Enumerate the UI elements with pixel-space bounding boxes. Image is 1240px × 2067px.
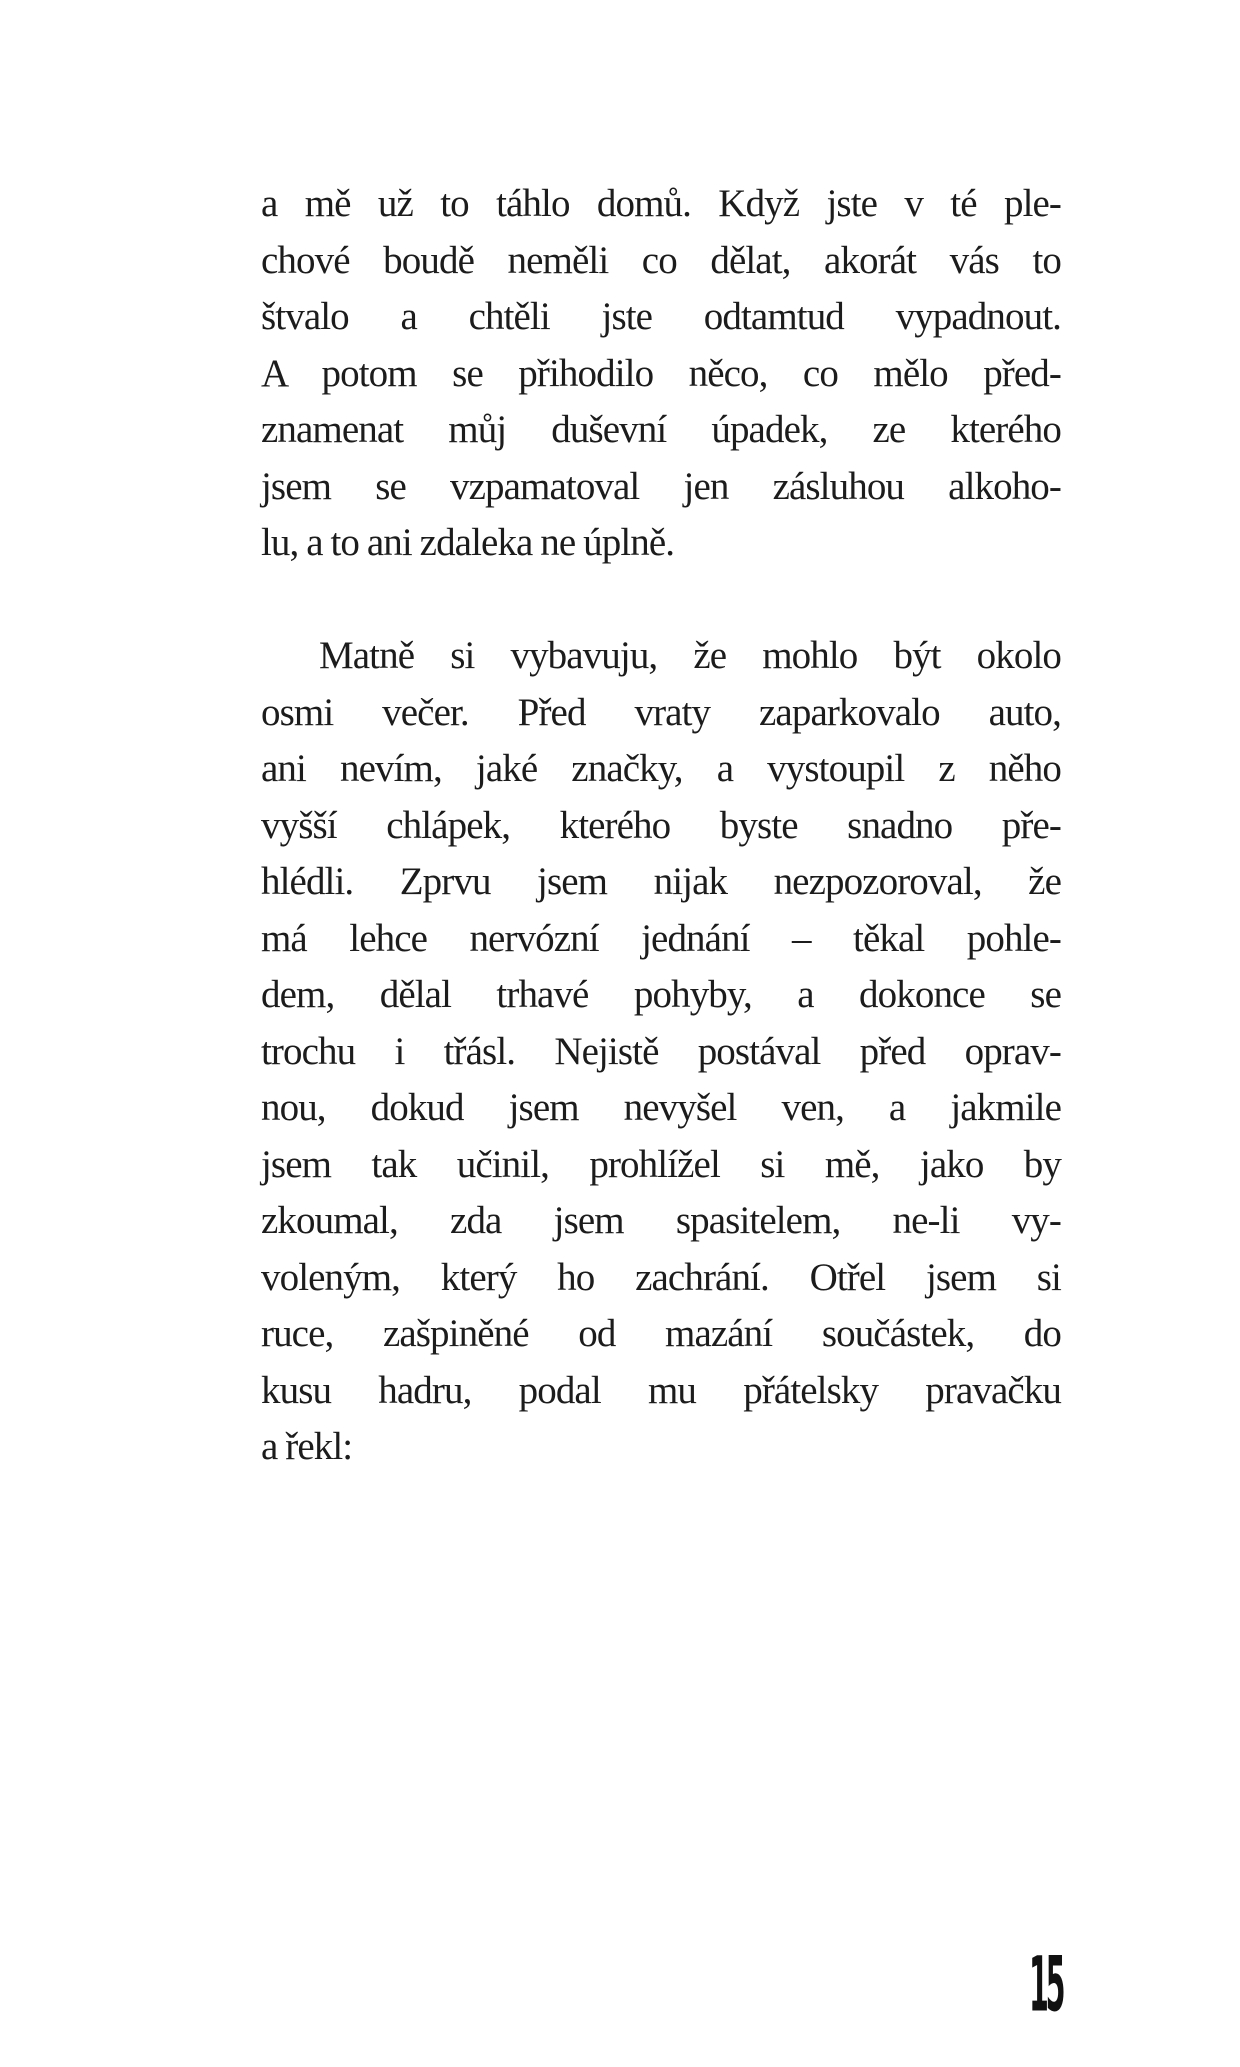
text-line: jsem tak učinil, prohlížel si mě, jako by (261, 1142, 1061, 1186)
body-text (261, 176, 1061, 1476)
text-line: dem, dělal trhavé pohyby, a dokonce se (261, 973, 1061, 1016)
text-line: ruce, zašpiněné od mazání součástek, do (261, 1312, 1061, 1355)
text-line: A potom se přihodilo něco, co mělo před- (261, 351, 1061, 395)
text-line: hlédli. Zprvu jsem nijak nezpozoroval, že (261, 860, 1061, 903)
text-line: kusu hadru, podal mu přátelsky pravačku (261, 1368, 1061, 1412)
text-line: Matně si vybavuju, že mohlo být okolo (319, 634, 1061, 677)
text-line: osmi večer. Před vraty zaparkovalo auto, (261, 690, 1061, 734)
text-line: lu, a to ani zdaleka ne úplně. (261, 521, 675, 564)
text-line: má lehce nervózní jednání – těkal pohle- (261, 916, 1061, 960)
text-line: štvalo a chtěli jste odtamtud vypadnout. (261, 295, 1061, 338)
page-number: 15 (1029, 1942, 1063, 2030)
text-line: a mě už to táhlo domů. Když jste v té ple- (261, 182, 1061, 225)
paragraph-2 (261, 628, 1061, 1476)
text-line: trochu i třásl. Nejistě postával před oprav- (261, 1029, 1061, 1073)
text-line: jsem se vzpamatoval jen zásluhou alkoho- (261, 464, 1061, 508)
text-line: ani nevím, jaké značky, a vystoupil z něho (261, 747, 1061, 790)
text-line: voleným, který ho zachrání. Otřel jsem si (261, 1255, 1061, 1299)
text-line: znamenat můj duševní úpadek, ze kterého (261, 408, 1061, 451)
text-line: a řekl: (261, 1425, 353, 1468)
paragraph-1 (261, 176, 1061, 572)
text-line: vyšší chlápek, kterého byste snadno pře- (261, 803, 1061, 847)
text-line: chové boudě neměli co dělat, akorát vás to (261, 238, 1061, 282)
text-line: nou, dokud jsem nevyšel ven, a jakmile (261, 1086, 1061, 1129)
text-line: zkoumal, zda jsem spasitelem, ne-li vy- (261, 1199, 1061, 1242)
